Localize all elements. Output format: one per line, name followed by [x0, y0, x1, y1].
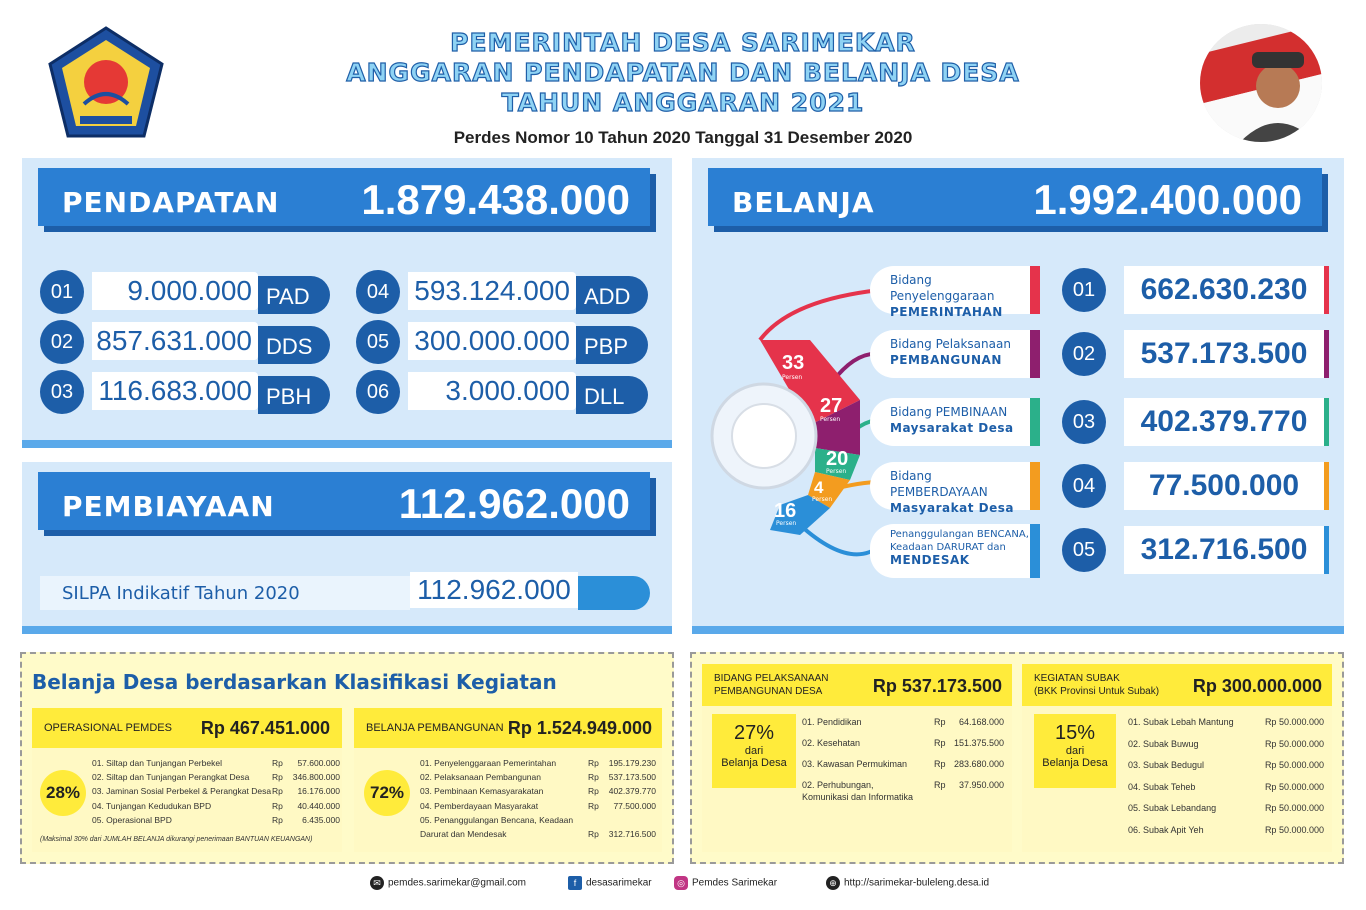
bidang-line1: Bidang Penyelenggaraan	[890, 273, 995, 303]
operasional-list	[92, 756, 340, 827]
pie-label-pct: 20	[826, 448, 849, 470]
operasional-amount: Rp 467.451.000	[200, 718, 330, 738]
item-name: 05. Subak Lebandang	[1128, 803, 1217, 813]
bidang-line1: Bidang PEMBINAAN	[890, 405, 1008, 419]
income-number: 02	[40, 320, 84, 364]
bidang-number: 01	[1062, 268, 1106, 312]
income-code: PBH	[258, 376, 330, 414]
silpa-value: 112.962.000	[410, 572, 578, 608]
item-value: 151.375.500	[953, 738, 1004, 748]
item-value: Rp 50.000.000	[1264, 760, 1324, 770]
label-line2: PEMBANGUNAN DESA	[714, 686, 823, 697]
item-value: 312.716.500	[608, 829, 656, 840]
item-value: 40.440.000	[297, 800, 340, 811]
item-name: 03. Kawasan Permukiman	[802, 759, 908, 769]
operasional-note: (Maksimal 30% dari JUMLAH BELANJA dikurangi penerimaan BANTUAN KEUANGAN)	[40, 836, 313, 843]
pembangunan-pct: 72%	[364, 770, 410, 816]
bidang-number: 05	[1062, 528, 1106, 572]
pembiayaan-header	[38, 472, 650, 530]
bidang-pembangunan-list	[802, 712, 1004, 803]
bidang-line2: PEMERINTAHAN	[890, 305, 1003, 319]
item-name: 01. Subak Lebah Mantung	[1128, 717, 1234, 727]
pembiayaan-amount: 112.962.000	[398, 480, 630, 527]
item-name: 05. Operasional BPD	[92, 814, 172, 825]
income-code: PAD	[258, 276, 330, 314]
bidang-value: 402.379.770	[1124, 398, 1329, 446]
facebook-text: desasarimekar	[586, 877, 652, 889]
item-name: 04. Tunjangan Kedudukan BPD	[92, 800, 212, 811]
item-value: 283.680.000	[953, 759, 1004, 769]
pct-sub2: Belanja Desa	[721, 757, 787, 769]
bidang-label	[870, 330, 1040, 378]
footer-email[interactable]	[370, 876, 526, 890]
bidang-number: 02	[1062, 332, 1106, 376]
email-text: pemdes.sarimekar@gmail.com	[388, 877, 526, 889]
pie-label-pct: 4	[814, 478, 824, 497]
pie-label-unit: Persen	[826, 468, 847, 475]
operasional-pct: 28%	[40, 770, 86, 816]
item-name: 03. Jaminan Sosial Perbekel & Perangkat Desa	[92, 786, 272, 797]
item-rp: Rp	[272, 786, 283, 797]
item-value: Rp 50.000.000	[1264, 717, 1324, 727]
bidang-label	[870, 398, 1040, 446]
label-line1: BIDANG PELAKSANAAN	[714, 673, 829, 684]
item-rp: Rp	[934, 759, 946, 769]
income-value: 857.631.000	[92, 322, 258, 360]
item-name: 06. Subak Apit Yeh	[1128, 824, 1204, 835]
item-rp: Rp	[588, 786, 599, 797]
bidang-pembangunan-label	[714, 672, 828, 698]
item-rp: Rp	[272, 758, 283, 768]
pembangunan-header	[354, 708, 662, 748]
item-value: Rp 50.000.000	[1264, 803, 1324, 813]
bidang-number: 04	[1062, 464, 1106, 508]
item-value: 195.179.230	[608, 758, 656, 768]
footer-facebook[interactable]	[568, 876, 652, 890]
income-code: DLL	[576, 376, 648, 414]
item-rp: Rp	[934, 738, 946, 748]
bidang-line2: PEMBANGUNAN	[890, 353, 1002, 367]
item-name: 04. Subak Teheb	[1128, 781, 1196, 792]
bidang-label	[870, 266, 1040, 319]
globe-icon: ⊕	[826, 876, 840, 890]
belanja-label: BELANJA	[732, 186, 875, 219]
pie-label-unit: Persen	[776, 520, 797, 527]
bidang-line2: Masyarakat Desa	[890, 501, 1014, 515]
item-name: 05. Penanggulangan Bencana, Keadaan Darurat dan Mendesak	[420, 814, 574, 840]
item-rp: Rp	[588, 758, 599, 768]
income-value: 116.683.000	[92, 372, 258, 410]
item-name: 02. Subak Buwug	[1128, 738, 1199, 749]
pie-label-unit: Persen	[782, 374, 803, 381]
item-rp: Rp	[934, 780, 946, 790]
pembiayaan-label: PEMBIAYAAN	[62, 490, 275, 523]
official-portrait	[1200, 24, 1322, 142]
silpa-label: SILPA Indikatif Tahun 2020	[40, 576, 410, 610]
pct-value: 27%	[733, 722, 775, 744]
income-number: 03	[40, 370, 84, 414]
pembangunan-amount: Rp 1.524.949.000	[507, 718, 652, 738]
bidang-line1: Bidang Pelaksanaan	[890, 337, 1011, 351]
silpa-tab	[578, 576, 650, 610]
facebook-icon: f	[568, 876, 582, 890]
bidang-value: 77.500.000	[1124, 462, 1329, 510]
income-value: 300.000.000	[408, 322, 576, 360]
item-rp: Rp	[272, 814, 283, 825]
item-rp: Rp	[934, 717, 946, 727]
bidang-line3: MENDESAK	[890, 553, 970, 567]
income-number: 05	[356, 320, 400, 364]
income-code: DDS	[258, 326, 330, 364]
income-value: 593.124.000	[408, 272, 576, 310]
item-value: 402.379.770	[608, 786, 656, 797]
income-code: PBP	[576, 326, 648, 364]
pie-label-unit: Persen	[812, 496, 833, 503]
pembangunan-list	[420, 756, 656, 841]
item-value: Rp 50.000.000	[1264, 824, 1324, 835]
pct-sub1: dari	[1065, 745, 1085, 757]
page-subtitle: Perdes Nomor 10 Tahun 2020 Tanggal 31 Desember 2020	[453, 128, 913, 147]
instagram-text: Pemdes Sarimekar	[692, 877, 778, 889]
item-value: 16.176.000	[297, 786, 340, 797]
item-rp: Rp	[588, 772, 599, 783]
bidang-line2: Maysarakat Desa	[890, 421, 1014, 435]
footer-instagram[interactable]	[674, 876, 777, 890]
subak-label	[1034, 672, 1159, 698]
item-rp: Rp	[272, 800, 283, 811]
pct-value: 15%	[1054, 722, 1096, 744]
bidang-number: 03	[1062, 400, 1106, 444]
pembangunan-label: BELANJA PEMBANGUNAN	[366, 722, 504, 734]
bidang-line1: Penanggulangan BENCANA,	[890, 529, 1029, 540]
pie-label-unit: Persen	[820, 416, 841, 423]
label-line1: KEGIATAN SUBAK	[1034, 673, 1120, 684]
item-name: 02. Pelaksanaan Pembangunan	[420, 772, 541, 783]
subak-header	[1022, 664, 1332, 706]
item-name: 01. Pendidikan	[802, 717, 862, 727]
klasifikasi-title: Belanja Desa berdasarkan Klasifikasi Kegiatan	[32, 670, 557, 694]
website-text: http://sarimekar-buleleng.desa.id	[844, 877, 990, 889]
income-number: 01	[40, 270, 84, 314]
item-name: 02. Perhubungan, Komunikasi dan Informatika	[802, 780, 914, 802]
item-value: 37.950.000	[958, 780, 1004, 790]
item-name: 01. Siltap dan Tunjangan Perbekel	[92, 758, 222, 768]
item-name: 03. Pembinaan Kemasyarakatan	[420, 786, 544, 797]
item-name: 02. Kesehatan	[802, 738, 861, 748]
item-value: Rp 50.000.000	[1264, 738, 1324, 749]
item-rp: Rp	[588, 800, 599, 811]
item-rp: Rp	[272, 772, 283, 783]
bidang-value: 537.173.500	[1124, 330, 1329, 378]
title-line-1: PEMERINTAH DESA SARIMEKAR	[450, 28, 916, 57]
item-value: 6.435.000	[302, 814, 340, 825]
pie-label-pct: 33	[782, 352, 805, 374]
instagram-icon: ◎	[674, 876, 688, 890]
pct-sub2: Belanja Desa	[1042, 757, 1108, 769]
item-value: Rp 50.000.000	[1264, 781, 1324, 792]
bidang-line2: Keadaan DARURAT dan	[890, 542, 1006, 553]
operasional-header	[32, 708, 342, 748]
pie-label-pct: 27	[820, 395, 843, 417]
item-rp: Rp	[588, 829, 599, 840]
subak-pct-box	[1034, 714, 1116, 788]
title-line-3: TAHUN ANGGARAN 2021	[501, 88, 865, 117]
footer-website[interactable]	[826, 876, 989, 890]
pie-label-pct: 16	[774, 500, 797, 522]
email-icon: ✉	[370, 876, 384, 890]
item-value: 57.600.000	[297, 758, 340, 768]
subak-amount: Rp 300.000.000	[1192, 676, 1322, 696]
bidang-pembangunan-amount: Rp 537.173.500	[872, 676, 1002, 696]
income-value: 9.000.000	[92, 272, 258, 310]
bidang-label	[870, 524, 1040, 578]
item-name: 02. Siltap dan Tunjangan Perangkat Desa	[92, 772, 250, 783]
bidang-value: 662.630.230	[1124, 266, 1329, 314]
income-number: 04	[356, 270, 400, 314]
belanja-header	[708, 168, 1322, 226]
item-value: 346.800.000	[292, 772, 340, 783]
subak-list	[1128, 712, 1324, 841]
bidang-value: 312.716.500	[1124, 526, 1329, 574]
item-name: 04. Pemberdayaan Masyarakat	[420, 800, 539, 811]
pendapatan-header	[38, 168, 650, 226]
item-value: 77.500.000	[613, 800, 656, 811]
income-value: 3.000.000	[408, 372, 576, 410]
item-value: 64.168.000	[958, 717, 1004, 727]
belanja-amount: 1.992.400.000	[1033, 176, 1302, 223]
income-code: ADD	[576, 276, 648, 314]
label-line2: (BKK Provinsi Untuk Subak)	[1034, 686, 1160, 697]
bidang-line1: Bidang PEMBERDAYAAN	[890, 469, 988, 499]
income-number: 06	[356, 370, 400, 414]
item-value: 537.173.500	[608, 772, 656, 783]
bidang-label	[870, 462, 1040, 515]
bidang-pembangunan-pct-box	[712, 714, 796, 788]
pendapatan-label: PENDAPATAN	[62, 186, 280, 219]
operasional-label: OPERASIONAL PEMDES	[44, 722, 172, 734]
pendapatan-amount: 1.879.438.000	[361, 176, 630, 223]
pct-sub1: dari	[744, 745, 764, 757]
title-line-2: ANGGARAN PENDAPATAN DAN BELANJA DESA	[346, 58, 1020, 87]
item-name: 01. Penyelenggaraan Pemerintahan	[420, 758, 557, 768]
bidang-pembangunan-header	[702, 664, 1012, 706]
item-name: 03. Subak Bedugul	[1128, 760, 1205, 770]
